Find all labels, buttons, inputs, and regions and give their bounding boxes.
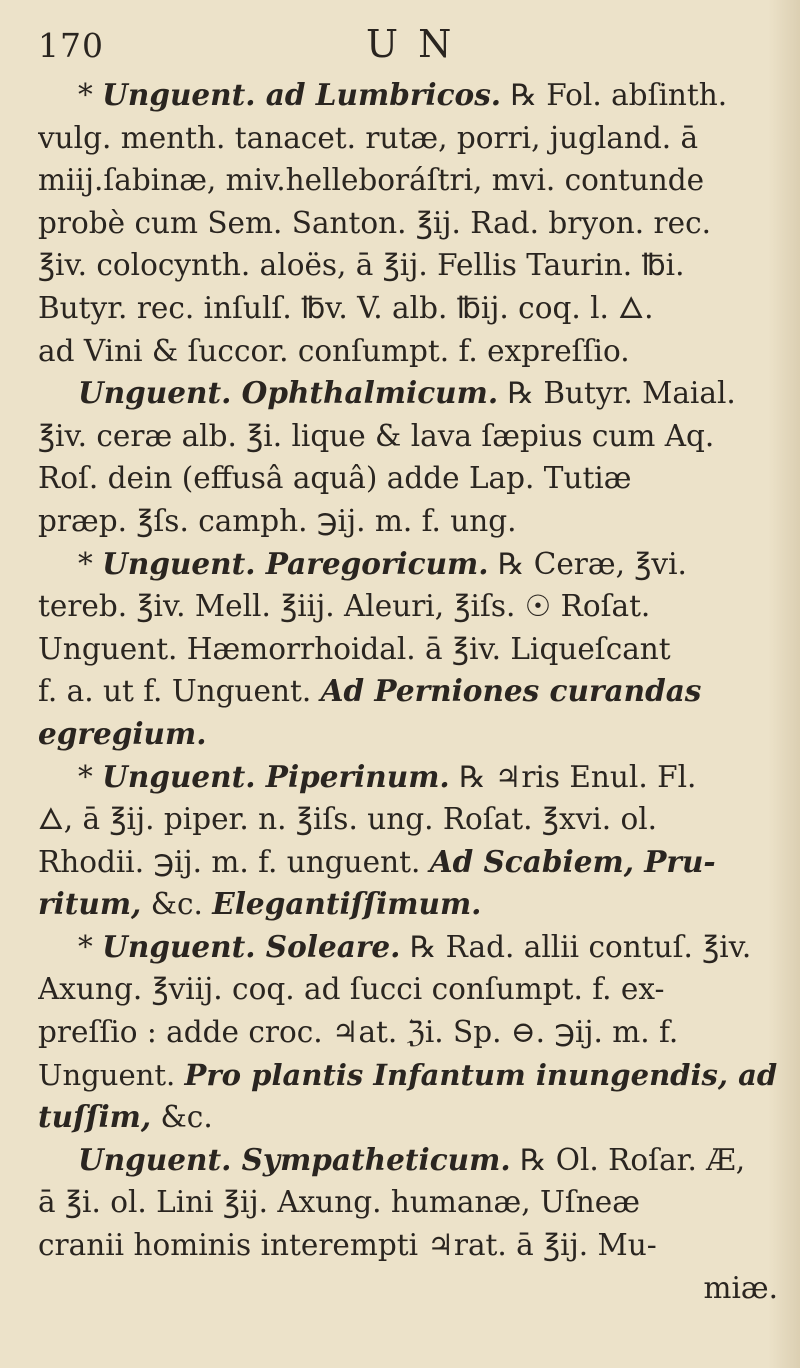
text-run: ℥iv. colocynth. aloës, ā ℥ij. Fellis Taurin. ℔i. [38,248,685,283]
text-run: tereb. ℥iv. Mell. ℥iij. Aleuri, ℥iſs. ☉ Roſat. [38,589,651,624]
italic-run: Unguent. ad Lumbricos. [102,77,502,112]
text-line [38,1054,778,1097]
text-line [38,372,778,415]
text-line [38,883,778,926]
text-run: ℞ ♃ris Enul. Fl. [449,759,697,794]
text-run: 🜂, ā ℥ij. piper. n. ℥iſs. ung. Roſat. ℥xvi. ol. [38,802,658,837]
text-line [38,415,778,458]
italic-run: ritum, [38,886,142,922]
text-run: ℞ Fol. abſinth. [501,78,728,112]
text-line [38,1139,778,1182]
page-number: 170 [38,26,104,65]
italic-run: Pro plantis Infantum inungendis, ad [184,1057,778,1092]
text-run: ā ℥i. ol. Lini ℥ij. Axung. humanæ, Uſneæ [38,1185,640,1220]
text-line [38,841,778,884]
text-run: * [78,759,103,794]
text-line [38,1181,778,1224]
text-run: * [78,78,103,112]
italic-run: egregium. [38,715,207,751]
text-run: preſſio : adde croc. ♃at. ℨi. Sp. ⊖. ℈ij. m. f. [38,1015,679,1050]
text-run: vulg. menth. tanacet. rutæ, porri, jugland. ā [38,120,699,155]
text-run: ℞ Butyr. Maial. [498,376,736,411]
text-run: ad Vini & ſuccor. conſumpt. f. expreſſio. [38,333,630,368]
text-run: cranii hominis interempti ♃rat. ā ℥ij. Mu- [38,1228,657,1263]
text-line [38,330,778,373]
text-line [38,1224,778,1267]
text-run: Unguent. [38,1057,185,1092]
text-run: * [78,929,103,964]
italic-run: Elegantiſſimum. [212,886,482,922]
text-run: probè cum Sem. Santon. ℥ij. Rad. bryon. rec. [38,205,712,240]
running-head: U N [366,22,456,66]
text-line [38,543,778,586]
text-line [38,244,778,287]
text-line [38,968,778,1011]
text-line [38,628,778,671]
text-line [38,500,778,543]
text-line [38,713,778,756]
italic-run: Unguent. Soleare. [102,928,401,964]
text-run: ℥iv. ceræ alb. ℥i. lique & lava ſæpius cum Aq. [38,418,715,453]
text-line [38,798,778,841]
text-run: f. a. ut f. Unguent. [38,674,321,709]
italic-run: tuſſim, [38,1099,152,1135]
text-line [38,202,778,245]
text-run: miæ. [703,1270,778,1305]
page-header [38,22,768,66]
text-run: Butyr. rec. inſulſ. ℔v. V. alb. ℔ij. coq. l. 🜂. [38,290,654,325]
text-run: * [78,546,103,581]
italic-run: Unguent. Paregoricum. [102,545,489,581]
text-line [38,585,778,628]
text-line [38,1096,778,1139]
italic-run: Unguent. Ophthalmicum. [78,375,499,411]
text-run: &c. [151,1100,213,1135]
italic-run: Ad Perniones curandas [320,673,702,709]
text-line [38,74,778,117]
text-line [38,1267,778,1310]
text-run: præp. ℥ſs. camph. ℈ij. m. f. ung. [38,503,517,538]
text-line [38,287,778,330]
text-line [38,159,778,202]
text-run: ℞ Rad. allii contuſ. ℥iv. [400,929,752,964]
text-run: Roſ. dein (effusâ aquâ) adde Lap. Tutiæ [38,461,632,496]
text-run: ℞ Ceræ, ℥vi. [488,546,687,581]
italic-run: Unguent. Sympatheticum. [78,1141,511,1177]
text-run: Unguent. Hæmorrhoidal. ā ℥iv. Liqueſcant [38,631,671,666]
italic-run: Unguent. Piperinum. [102,758,450,794]
text-run: &c. [141,887,213,922]
text-line [38,1011,778,1054]
text-line [38,926,778,969]
text-run: ℞ Ol. Roſar. Æ, [510,1142,746,1177]
text-line [38,756,778,799]
text-line [38,457,778,500]
text-run: Axung. ℥viij. coq. ad ſucci conſumpt. f. ex- [38,972,665,1007]
text-line [38,670,778,713]
page-body [38,74,778,1309]
italic-run: Ad Scabiem, Pru- [429,843,716,879]
text-run: Rhodii. ℈ij. m. f. unguent. [38,844,430,879]
text-run: miij.ſabinæ, miv.helleboráſtri, mvi. contunde [38,163,705,198]
text-line [38,117,778,160]
